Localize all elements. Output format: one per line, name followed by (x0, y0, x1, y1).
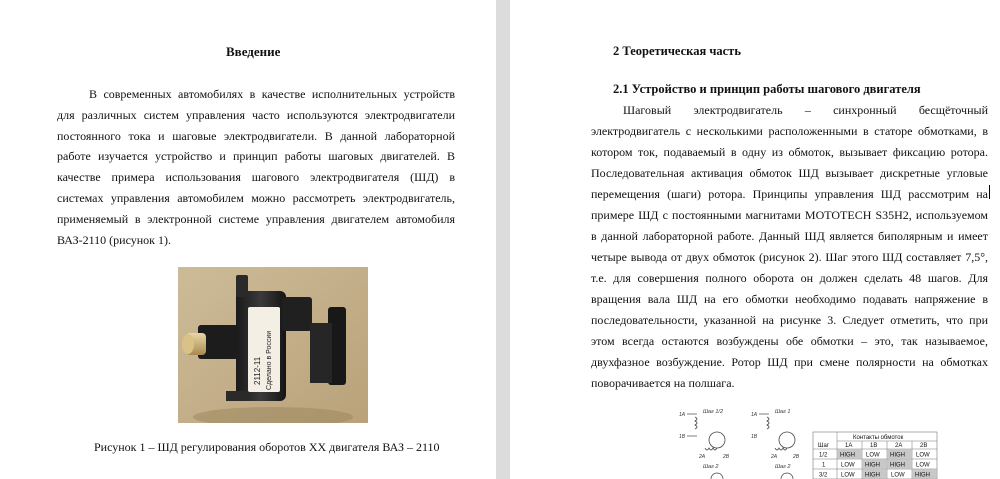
wire-label: 2A (771, 454, 778, 460)
wire-label: 1B (679, 434, 686, 440)
wire-label: 2A (699, 454, 706, 460)
text-line: этом всегда остаются возбуждены обе обмотки – это, так называемое, (591, 334, 988, 348)
table-cell: LOW (916, 462, 930, 469)
text-line: системах управления автомобилем можно рассмотреть электродвигатель, (57, 190, 455, 205)
wire-label: 1A (679, 412, 686, 418)
text-line: последовательности, указанной на рисунке 3. Следует отметить, что при (591, 313, 988, 327)
subsection-heading: 2.1 Устройство и принцип работы шагового двигателя (613, 82, 921, 96)
text-line: Последовательная активация обмоток ШД вызывает дискретные угловые (591, 166, 988, 180)
step-label: Шаг 1 (775, 409, 791, 415)
step-label: Шаг 2 (775, 464, 791, 470)
table-cell: LOW (866, 452, 880, 459)
table-cell: LOW (841, 462, 855, 469)
table-cell: 1/2 (819, 452, 828, 459)
contacts-table (813, 432, 937, 479)
theory-paragraph (591, 100, 988, 394)
section-heading: 2 Теоретическая часть (613, 44, 741, 58)
table-title: Контакты обмоток (853, 435, 904, 441)
table-header: 2A (895, 443, 903, 449)
table-cell: LOW (916, 452, 930, 459)
table-cell: LOW (841, 472, 855, 479)
page-right (510, 0, 1000, 479)
text-line: котором ток, подаваемый в одну из обмоток, вызывает фиксацию ротора. (591, 145, 988, 159)
step-label: Шаг 2 (703, 464, 719, 470)
text-line: четыре вывода от двух обмоток (рисунок 2). Шаг этого ШД составляет 7,5°, (591, 250, 988, 264)
table-cell: LOW (891, 472, 905, 479)
table-cell: HIGH (890, 452, 905, 459)
text-line: для различных систем управления часто используются электродвигатели (57, 107, 455, 122)
text-line: В современных автомобилях в качестве исполнительных устройств (89, 87, 455, 101)
intro-paragraph (57, 84, 455, 250)
text-line: в данной лабораторной работе. Данный ШД является биполярным и имеет (591, 229, 988, 243)
wire-label: 1B (751, 434, 758, 440)
text-line: вращения вала ШД на его обмотки необходимо подавать напряжение в (591, 292, 988, 306)
figure1-caption: Рисунок 1 – ШД регулирования оборотов ХХ двигателя ВАЗ – 2110 (94, 440, 440, 454)
figure2-stepper-diagram (675, 404, 940, 479)
heading-introduction: Введение (226, 44, 281, 59)
table-header: 1A (845, 443, 853, 449)
table-cell: HIGH (890, 462, 905, 469)
text-line: постоянного тока и шаговые электродвигатели. В данной лабораторной (57, 128, 455, 143)
table-cell: HIGH (915, 472, 930, 479)
stepper-motor-photo (178, 267, 368, 423)
page-gutter (496, 0, 510, 479)
text-cursor (989, 185, 990, 199)
text-line: работе изучается устройство и принцип работы шаговых двигателей. В (57, 149, 455, 164)
table-cell: 1 (822, 462, 826, 469)
photo-label-2: Сделано в России (266, 330, 273, 390)
wire-label: 2B (793, 454, 800, 460)
table-cell: HIGH (865, 472, 880, 479)
text-line: двухфазное возбуждение. Ротор ШД при смене полярности на обмотках (591, 355, 988, 369)
photo-label-1: 2112-11 (253, 356, 262, 385)
table-cell: HIGH (840, 452, 855, 459)
table-cell: HIGH (865, 462, 880, 469)
text-line: электродвигатель с несколькими расположенными в статоре обмотками, в (591, 124, 988, 138)
text-line: качестве примера использования шагового электродвигателя (ШД) в (57, 170, 455, 185)
page-left (0, 0, 496, 479)
text-line: перемещения (шаги) ротора. Принципы управления ШД рассмотрим на (591, 187, 988, 201)
text-line: применяемый в электронной системе управления двигателем автомобиля (57, 211, 455, 226)
wire-label: 1A (751, 412, 758, 418)
table-header: 1B (870, 443, 878, 449)
text-line: т.е. для совершения полного оборота он должен сделать 48 шагов. Для (591, 271, 988, 285)
wire-label: 2B (723, 454, 730, 460)
table-header: Шаг (818, 443, 830, 449)
text-line: примере ШД с постоянными магнитами MOTOTECH S35H2, используемом (591, 208, 988, 222)
text-line: ВАЗ-2110 (рисунок 1). (57, 232, 172, 247)
text-line: поворачивается на полшага. (591, 376, 735, 390)
table-header: 2B (920, 443, 928, 449)
table-cell: 3/2 (819, 472, 828, 479)
step-label: Шаг 1/2 (703, 409, 724, 415)
text-line: Шаговый электродвигатель – синхронный бесщёточный (623, 103, 988, 117)
